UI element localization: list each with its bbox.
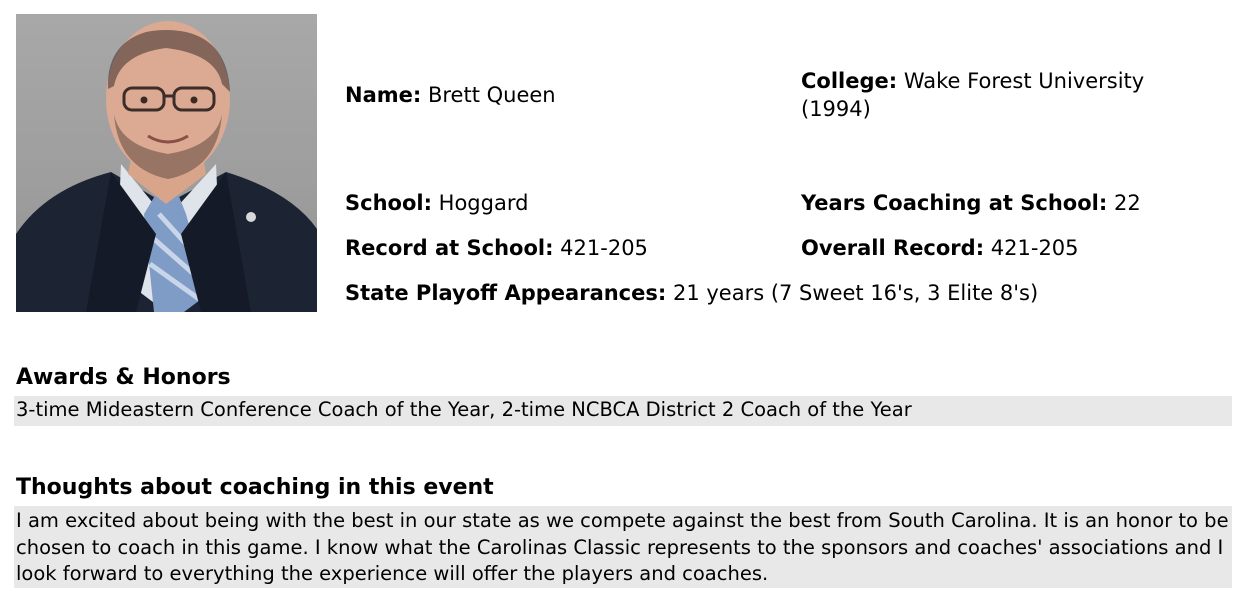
record-at-school-value: 421-205 [560, 236, 648, 260]
years-coaching-value: 22 [1113, 191, 1141, 215]
school-field [345, 189, 528, 217]
record-at-school-label: Record at School: [345, 236, 554, 260]
awards-heading: Awards & Honors [16, 365, 231, 390]
years-coaching-label: Years Coaching at School: [801, 191, 1108, 215]
college-field [801, 67, 1211, 123]
name-label: Name: [345, 83, 422, 107]
overall-record-field [801, 234, 1079, 262]
playoff-appearances-field [345, 279, 1038, 307]
playoff-appearances-label: State Playoff Appearances: [345, 281, 667, 305]
overall-record-value: 421-205 [990, 236, 1079, 260]
thoughts-text: I am excited about being with the best in our state as we compete against the best from South Carolina. It is an honor to be chosen to coach in this game. I know what the Carolinas Classic represents to the sponsors and coaches' associations and I look forward to everything the experience will offer the players and coaches. [14, 506, 1232, 588]
awards-text: 3-time Mideastern Conference Coach of the Year, 2-time NCBCA District 2 Coach of the Year [14, 396, 1232, 426]
college-value: Wake Forest University (1994) [801, 69, 1145, 121]
school-value: Hoggard [438, 191, 529, 215]
school-label: School: [345, 191, 432, 215]
name-value: Brett Queen [427, 83, 556, 107]
years-coaching-field [801, 189, 1141, 217]
playoff-appearances-value: 21 years (7 Sweet 16's, 3 Elite 8's) [672, 281, 1039, 305]
coach-portrait-icon [16, 14, 317, 312]
coach-photo [16, 14, 317, 312]
record-at-school-field [345, 234, 648, 262]
college-label: College: [801, 69, 898, 93]
name-field [345, 81, 556, 109]
overall-record-label: Overall Record: [801, 236, 985, 260]
thoughts-heading: Thoughts about coaching in this event [16, 475, 494, 500]
